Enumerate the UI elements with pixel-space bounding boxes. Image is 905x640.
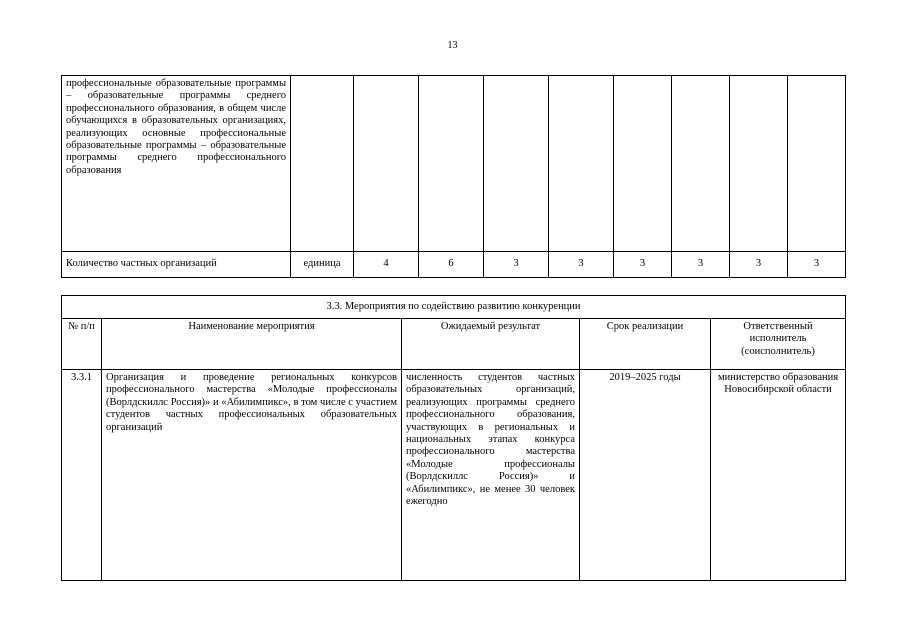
implementation-term: 2019–2025 годы (580, 370, 711, 581)
table-row (62, 76, 846, 252)
value-cell (730, 76, 788, 252)
row-num: 3.3.1 (62, 370, 102, 581)
header-result: Ожидаемый результат (402, 319, 580, 370)
value-cell: 3 (549, 252, 614, 278)
page-number: 13 (447, 40, 458, 51)
unit-cell (291, 76, 354, 252)
indicators-table (61, 75, 846, 278)
header-num: № п/п (62, 319, 102, 370)
value-cell (672, 76, 730, 252)
header-term: Срок реализации (580, 319, 711, 370)
value-cell (354, 76, 419, 252)
header-name: Наименование мероприятия (102, 319, 402, 370)
value-cell: 3 (730, 252, 788, 278)
indicator-name-cell: Количество частных организаций (62, 252, 291, 278)
value-cell (614, 76, 672, 252)
measure-name: Организация и проведение региональных конкурсов профессионального мастерства «Молодые профессионалы (Ворлдскиллс Россия)» и «Абилимпикс», в том числе с участием студентов частных профессиональных образовательных организаций (102, 370, 402, 581)
indicator-name-cell: профессиональные образовательные программы – образовательные программы среднего профессионального образования, в общем числе обучающихся в образовательных организациях, реализующих основные профессиональные образовательные программы – образовательные программы среднего профессионального образования (62, 76, 291, 252)
unit-cell: единица (291, 252, 354, 278)
value-cell (549, 76, 614, 252)
expected-result: численность студентов частных образовательных организаций, реализующих программы среднего профессионального образования, участвующих в региональных и национальных этапах конкурса профессионального мастерства «Молодые профессионалы (Ворлдскиллс Россия)» и «Абилимпикс», не менее 30 человек ежегодно (402, 370, 580, 581)
table-row (62, 370, 846, 581)
value-cell (484, 76, 549, 252)
value-cell: 3 (672, 252, 730, 278)
value-cell: 6 (419, 252, 484, 278)
value-cell: 3 (484, 252, 549, 278)
table-header-row (62, 319, 846, 370)
table-row (62, 252, 846, 278)
value-cell: 3 (614, 252, 672, 278)
table-row (62, 296, 846, 319)
value-cell: 4 (354, 252, 419, 278)
value-cell (419, 76, 484, 252)
header-executor: Ответственный исполнитель (соисполнитель) (711, 319, 846, 370)
value-cell (788, 76, 846, 252)
responsible-executor: министерство образования Новосибирской области (711, 370, 846, 581)
section-title: 3.3. Мероприятия по содействию развитию конкуренции (62, 296, 846, 319)
measures-table (61, 295, 846, 581)
value-cell: 3 (788, 252, 846, 278)
